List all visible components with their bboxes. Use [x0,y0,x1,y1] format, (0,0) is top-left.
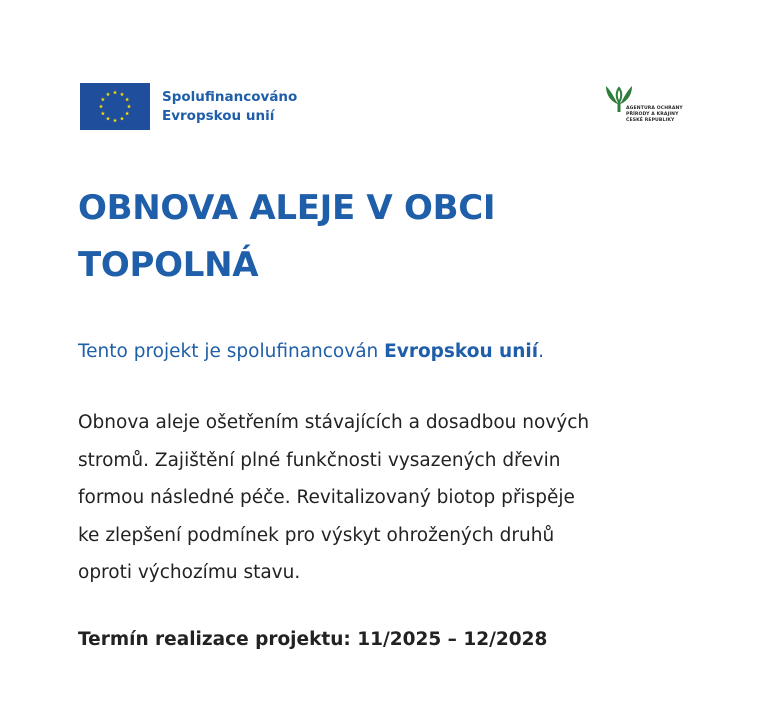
eu-label-line2: Evropskou unií [162,107,275,124]
agency-name [626,106,683,123]
cofinancing-statement [78,338,544,366]
eu-label-line1: Spolufinancováno [162,88,298,105]
description-line-5: oproti výchozímu stavu. [78,562,301,583]
agency-name-line2: PŘÍRODY A KRAJINY [626,111,679,117]
agency-logo [600,82,690,137]
agency-name-line1: AGENTURA OCHRANY [626,106,683,111]
eu-cofinancing-label [162,88,297,126]
agency-name-line3: ČESKÉ REPUBLIKY [626,117,675,123]
description-line-2: stromů. Zajištění plné funkčnosti vysazených dřevin [78,449,561,471]
eu-flag-icon [80,83,150,130]
title-line-2: TOPOLNÁ [78,245,259,285]
cofinancing-emphasis: Evropskou unií [384,341,539,362]
page-title [78,180,698,294]
description-line-4: ke zlepšení podmínek pro výskyt ohrožených druhů [78,524,555,546]
title-line-1: OBNOVA ALEJE V OBCI [78,188,496,228]
description-line-3: formou následné péče. Revitalizovaný biotop přispěje [78,487,575,508]
cofinancing-suffix: . [538,341,544,362]
project-description [78,404,718,592]
project-term: Termín realizace projektu: 11/2025 – 12/2028 [78,629,548,650]
description-line-1: Obnova aleje ošetřením stávajících a dosadbou nových [78,412,590,433]
cofinancing-text: Tento projekt je spolufinancován [78,341,385,362]
eu-cofinancing-block [80,83,297,130]
